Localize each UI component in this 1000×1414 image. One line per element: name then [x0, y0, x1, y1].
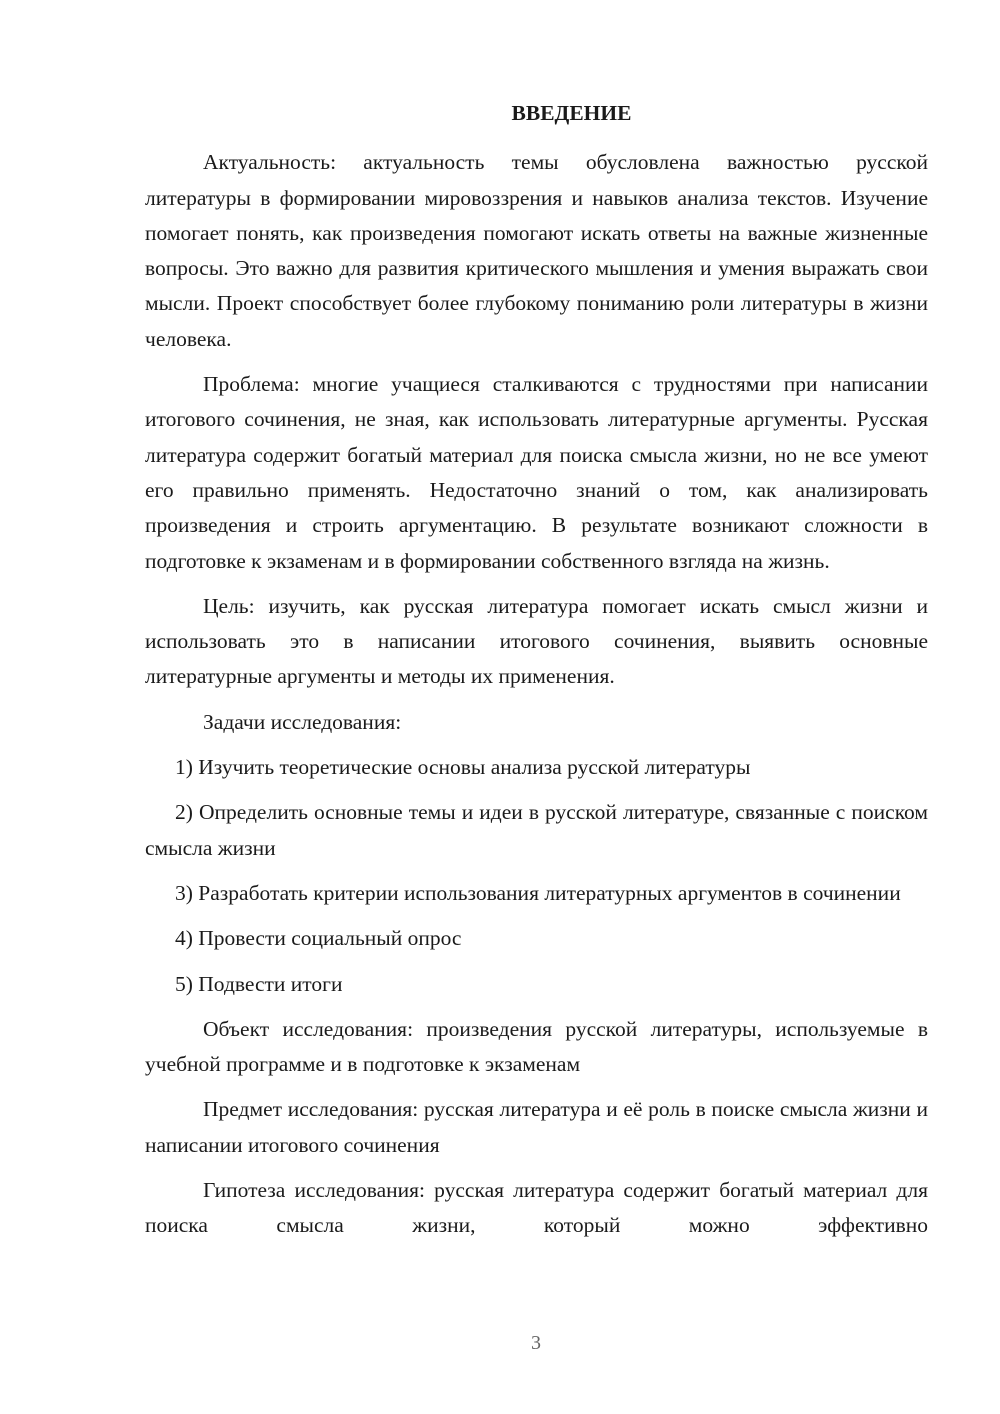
goal-paragraph: Цель: изучить, как русская литература помогает искать смысл жизни и использовать это в написании итогового сочинения, выявить основные литературные аргументы и методы их применения.	[145, 593, 928, 689]
document-page	[145, 96, 928, 1244]
task-item-3: 3) Разработать критерии использования литературных аргументов в сочинении	[175, 880, 901, 905]
tasks-title: Задачи исследования:	[203, 709, 402, 734]
subject-paragraph: Предмет исследования: русская литература и её роль в поиске смысла жизни и написании итогового сочинения	[145, 1097, 928, 1157]
page-number: 3	[531, 1332, 541, 1354]
relevance-paragraph: Актуальность: актуальность темы обусловлена важностью русской литературы в формировании мировоззрения и навыков анализа текстов. Изучение помогает понять, как произведения помогают искать ответы на важные жизненные вопросы. Это важно для развития критического мышления и умения выражать свои мысли. Проект способствует более глубокому пониманию роли литературы в жизни человека.	[145, 150, 928, 351]
hypothesis-paragraph: Гипотеза исследования: русская литература содержит богатый материал для поиска смысла жизни, который можно эффективно	[145, 1178, 928, 1238]
task-item-4: 4) Провести социальный опрос	[175, 926, 462, 951]
task-item-2: 2) Определить основные темы и идеи в русской литературе, связанные с поиском смысла жизни	[145, 800, 928, 860]
section-heading: ВВЕДЕНИЕ	[511, 101, 632, 125]
task-item-1: 1) Изучить теоретические основы анализа русской литературы	[175, 755, 751, 780]
object-paragraph: Объект исследования: произведения русской литературы, используемые в учебной программе и в подготовке к экзаменам	[145, 1016, 928, 1077]
problem-paragraph: Проблема: многие учащиеся сталкиваются с трудностями при написании итогового сочинения, не зная, как использовать литературные аргументы. Русская литература содержит богатый материал для поиска смысла жизни, но не все умеют его правильно применять. Недостаточно знаний о том, как анализировать произведения и строить аргументацию. В результате возникают сложности в подготовке к экзаменам и в формировании собственного взгляда на жизнь.	[145, 372, 928, 573]
task-item-5: 5) Подвести итоги	[175, 971, 343, 996]
